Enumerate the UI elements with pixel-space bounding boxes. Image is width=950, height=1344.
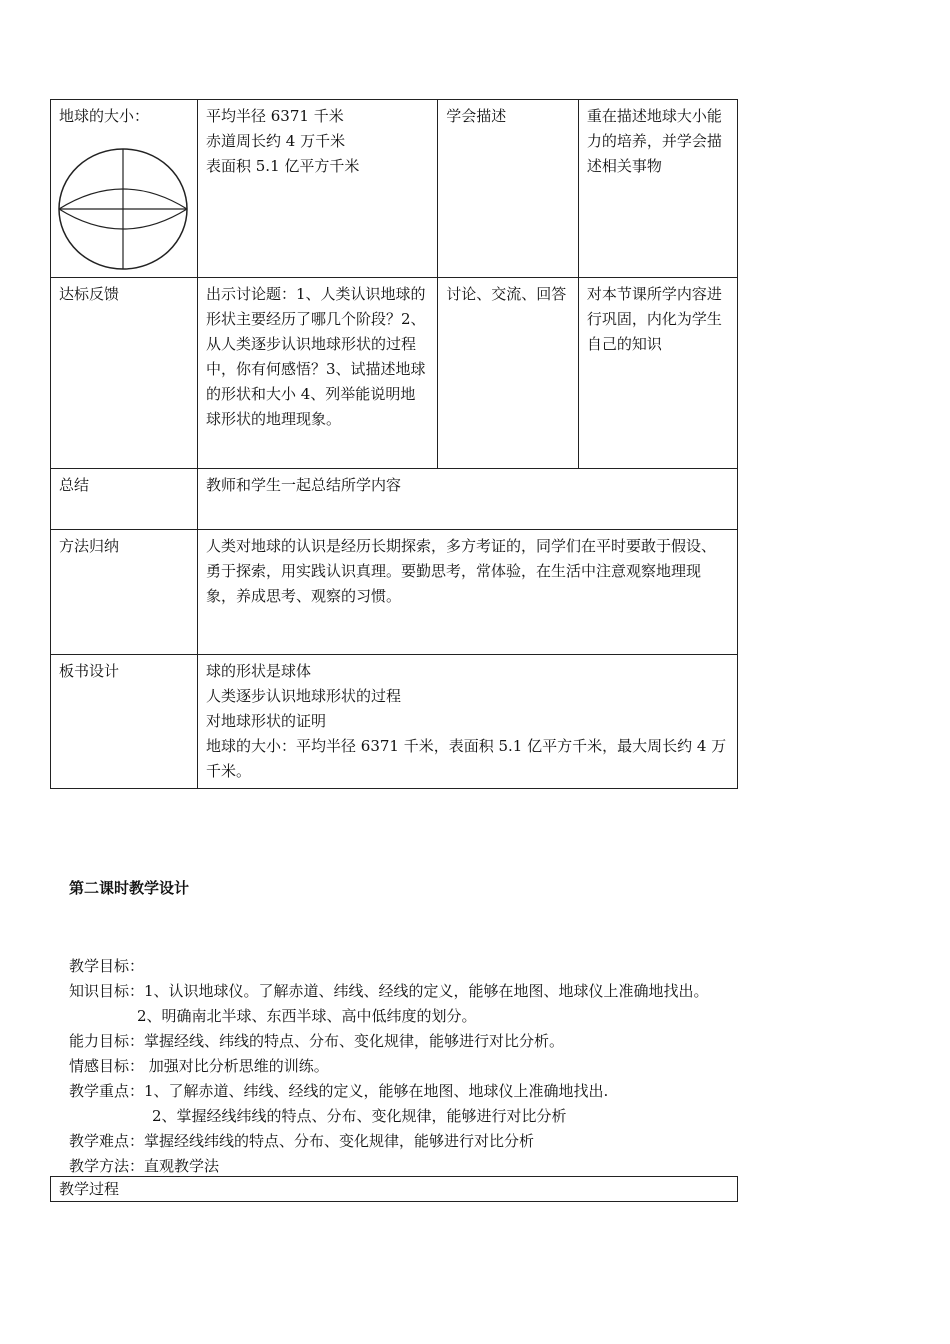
surface-area-text: 表面积 5.1 亿平方千米 — [206, 157, 360, 175]
feedback-label: 达标反馈 — [59, 285, 120, 303]
design-intent-text: 对本节课所学内容进行巩固，内化为学生自己的知识 — [586, 285, 722, 353]
method-text: 人类对地球的认识是经历长期探索，多方考证的，同学们在平时要敢于假设、勇于探索，用实践认识真理。要勤思考，常体验，在生活中注意观察地理现象，养成思考、观察的习惯。 — [206, 537, 717, 605]
radius-text: 平均半径 6371 千米 — [206, 107, 344, 125]
table-row — [51, 278, 738, 469]
board-design-label: 板书设计 — [59, 662, 120, 680]
globe-diagram — [57, 133, 189, 273]
emotion-objective: 情感目标： 加强对比分析思维的训练。 — [69, 1057, 329, 1075]
summary-text: 教师和学生一起总结所学内容 — [206, 476, 402, 494]
table-cell — [198, 655, 738, 789]
difficult-point: 教学难点：掌握经线纬线的特点、分布、变化规律，能够进行对比分析 — [69, 1132, 535, 1150]
table-cell — [578, 278, 737, 469]
board-line: 地球的大小：平均半径 6371 千米，表面积 5.1 亿平方千米，最大周长约 4 万千米。 — [206, 737, 727, 780]
table-cell — [51, 100, 198, 278]
table-row — [51, 530, 738, 655]
board-line: 对地球形状的证明 — [206, 712, 327, 730]
teaching-method: 教学方法：直观教学法 — [69, 1157, 220, 1175]
student-activity-text: 学会描述 — [446, 107, 507, 125]
table-cell — [198, 100, 438, 278]
knowledge-objective-1: 知识目标：1、认识地球仪。了解赤道、纬线、经线的定义，能够在地图、地球仪上准确地找出。 — [69, 982, 709, 1000]
objectives-title: 教学目标： — [69, 957, 145, 975]
student-activity-text: 讨论、交流、回答 — [446, 285, 567, 303]
table-row — [51, 100, 738, 278]
ability-objective: 能力目标：掌握经线、纬线的特点、分布、变化规律，能够进行对比分析。 — [69, 1032, 565, 1050]
section-heading: 第二课时教学设计 — [69, 879, 190, 897]
method-label: 方法归纳 — [59, 537, 120, 555]
table-row — [51, 469, 738, 530]
table-cell — [51, 469, 198, 530]
table-cell — [438, 100, 579, 278]
teaching-process-label: 教学过程 — [59, 1180, 120, 1198]
summary-label: 总结 — [59, 476, 90, 494]
table-cell — [198, 530, 738, 655]
table-cell — [578, 100, 737, 278]
earth-size-label: 地球的大小： — [59, 107, 150, 125]
table-cell — [198, 278, 438, 469]
board-line: 球的形状是球体 — [206, 662, 312, 680]
knowledge-objective-2: 2、明确南北半球、东西半球、高中低纬度的划分。 — [137, 1007, 477, 1025]
table-cell — [51, 278, 198, 469]
circumference-text: 赤道周长约 4 万千米 — [206, 132, 346, 150]
feedback-questions: 出示讨论题：1、人类认识地球的形状主要经历了哪几个阶段？2、从人类逐步认识地球形状的过程中，你有何感悟？3、试描述地球的形状和大小 4、列举能说明地球形状的地理现象。 — [206, 285, 426, 428]
table-row — [51, 655, 738, 789]
table-cell — [51, 655, 198, 789]
table-cell — [198, 469, 738, 530]
board-line: 人类逐步认识地球形状的过程 — [206, 687, 402, 705]
table-cell — [51, 530, 198, 655]
design-intent-text: 重在描述地球大小能力的培养，并学会描述相关事物 — [586, 107, 722, 175]
key-point-1: 教学重点：1、了解赤道、纬线、经线的定义，能够在地图、地球仪上准确地找出. — [69, 1082, 609, 1100]
key-point-2: 2、掌握经线纬线的特点、分布、变化规律，能够进行对比分析 — [152, 1107, 567, 1125]
table-cell — [438, 278, 579, 469]
teaching-process-header — [50, 1176, 738, 1202]
lesson-table — [50, 99, 738, 789]
